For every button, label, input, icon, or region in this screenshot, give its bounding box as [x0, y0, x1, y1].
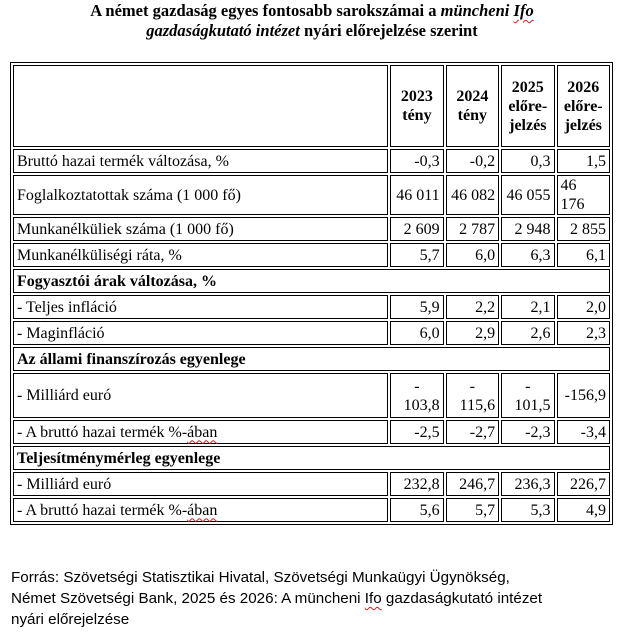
table-row [13, 217, 610, 241]
row-label: - Milliárd euró [13, 472, 388, 496]
value-cell: 236,3 [501, 472, 554, 496]
value-cell: 46 011 [390, 175, 443, 215]
header-2025: 2025 előre- jelzés [501, 65, 554, 147]
header-2026: 2026 előre- jelzés [557, 65, 611, 147]
value-cell: 2,0 [557, 295, 611, 319]
section-title: Fogyasztói árak változása, % [13, 269, 610, 293]
value-cell: 0,3 [501, 149, 554, 173]
source-note [11, 567, 611, 630]
indicators-table [10, 62, 613, 525]
row-label: Munkanélküliségi ráta, % [13, 243, 388, 267]
table-row [13, 175, 610, 215]
value-cell: - 103,8 [390, 373, 443, 418]
section-row [13, 446, 610, 470]
header-2023: 2023 tény [390, 65, 443, 147]
row-label: Bruttó hazai termék változása, % [13, 149, 388, 173]
title-italic-institute: gazdaságkutató intézet [146, 21, 300, 40]
value-cell: 6,3 [501, 243, 554, 267]
document-title [0, 1, 624, 41]
value-cell: -2,3 [501, 420, 554, 444]
value-cell: 46 082 [446, 175, 499, 215]
value-cell: 2 948 [501, 217, 554, 241]
row-label: - A bruttó hazai termék %-ában [13, 498, 388, 522]
table-row [13, 243, 610, 267]
value-cell: 2,3 [557, 321, 611, 345]
title-italic-text: müncheni [440, 1, 514, 20]
section-title: Teljesítménymérleg egyenlege [13, 446, 610, 470]
section-title: Az állami finanszírozás egyenlege [13, 347, 610, 371]
title-text: A német gazdaság egyes fontosabb sarokszámai a [90, 1, 441, 20]
table-row [13, 498, 610, 522]
value-cell: 5,9 [390, 295, 443, 319]
value-cell: 2,2 [446, 295, 499, 319]
value-cell: 6,0 [446, 243, 499, 267]
table-row [13, 472, 610, 496]
value-cell: 46 176 [557, 175, 611, 215]
header-row [13, 65, 610, 147]
row-label: - Teljes infláció [13, 295, 388, 319]
row-label: - Maginfláció [13, 321, 388, 345]
value-cell: 6,0 [390, 321, 443, 345]
source-line-3: nyári előrejelzése [11, 611, 130, 628]
value-cell: 5,3 [501, 498, 554, 522]
table-row [13, 373, 610, 418]
value-cell: 2 855 [557, 217, 611, 241]
value-cell: 2,6 [501, 321, 554, 345]
value-cell: 226,7 [557, 472, 611, 496]
row-label: Munkanélküliek száma (1 000 fő) [13, 217, 388, 241]
value-cell: -156,9 [557, 373, 611, 418]
title-line-2 [0, 21, 624, 41]
section-row [13, 347, 610, 371]
row-label: - A bruttó hazai termék %-ában [13, 420, 388, 444]
source-line-1: Forrás: Szövetségi Statisztikai Hivatal, Szövetségi Munkaügyi Ügynökség, [11, 569, 510, 586]
section-row [13, 269, 610, 293]
table-row [13, 420, 610, 444]
title-line-1 [0, 1, 624, 21]
source-line-2: Német Szövetségi Bank, 2025 és 2026: A müncheni Ifo gazdaságkutató intézet [11, 590, 543, 607]
value-cell: 2 609 [390, 217, 443, 241]
value-cell: -3,4 [557, 420, 611, 444]
table-row [13, 321, 610, 345]
value-cell: 246,7 [446, 472, 499, 496]
value-cell: 6,1 [557, 243, 611, 267]
value-cell: 232,8 [390, 472, 443, 496]
value-cell: - 101,5 [501, 373, 554, 418]
table-row [13, 295, 610, 319]
table-row [13, 149, 610, 173]
value-cell: 5,7 [390, 243, 443, 267]
value-cell: -0,2 [446, 149, 499, 173]
value-cell: 2 787 [446, 217, 499, 241]
title-italic-ifo: Ifo [513, 1, 534, 20]
value-cell: 46 055 [501, 175, 554, 215]
title-text-end: nyári előrejelzése szerint [299, 21, 478, 40]
value-cell: 5,6 [390, 498, 443, 522]
value-cell: -2,5 [390, 420, 443, 444]
header-blank-cell [13, 65, 388, 147]
value-cell: -2,7 [446, 420, 499, 444]
value-cell: 1,5 [557, 149, 611, 173]
value-cell: 2,1 [501, 295, 554, 319]
row-label: - Milliárd euró [13, 373, 388, 418]
value-cell: - 115,6 [446, 373, 499, 418]
value-cell: -0,3 [390, 149, 443, 173]
value-cell: 2,9 [446, 321, 499, 345]
value-cell: 4,9 [557, 498, 611, 522]
header-2024: 2024 tény [446, 65, 499, 147]
row-label: Foglalkoztatottak száma (1 000 fő) [13, 175, 388, 215]
value-cell: 5,7 [446, 498, 499, 522]
